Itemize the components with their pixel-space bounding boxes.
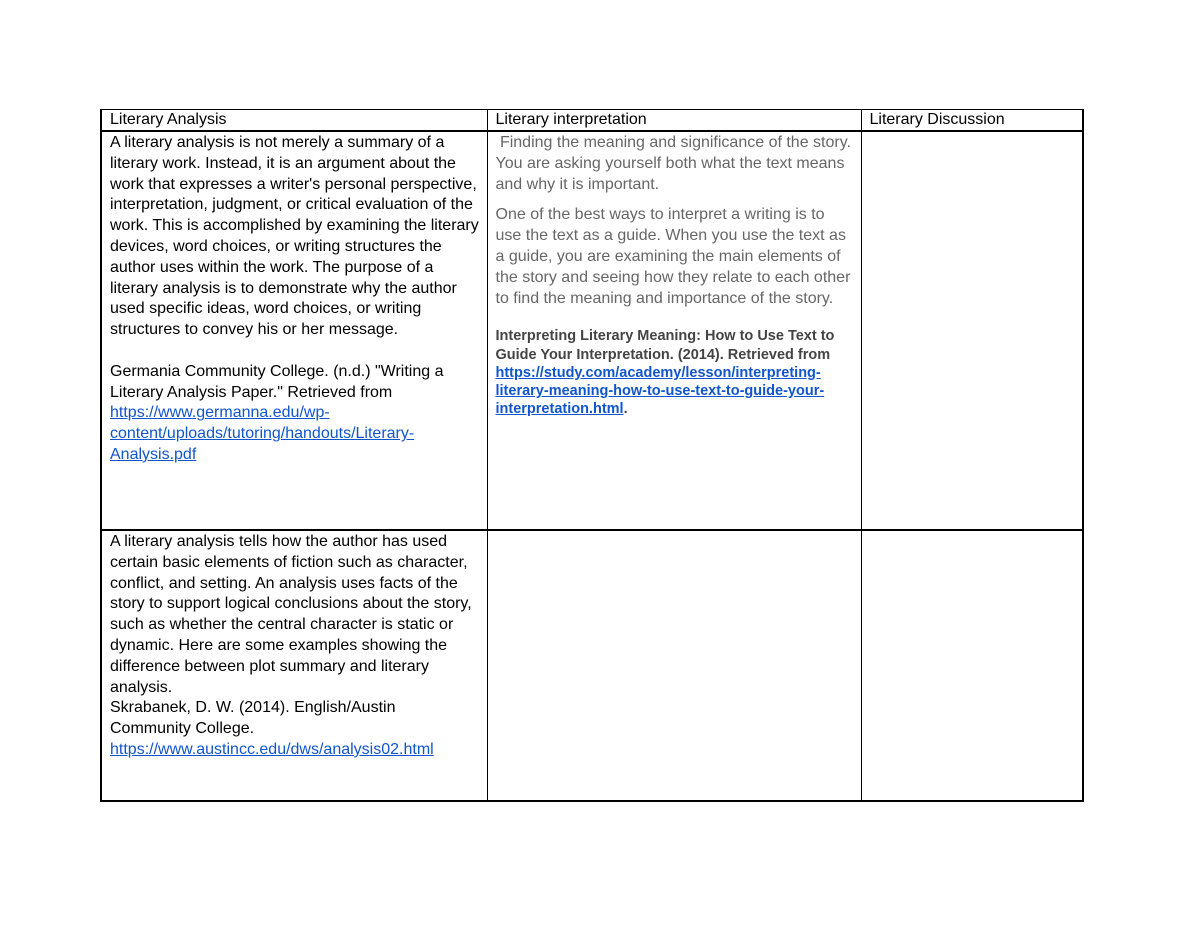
table-row xyxy=(101,131,1083,530)
interpretation-reference xyxy=(496,327,855,418)
reference-text: Interpreting Literary Meaning: How to Use Text to Guide Your Interpretation. (2014). Retrieved from xyxy=(495,328,835,363)
discussion-cell-1[interactable] xyxy=(861,131,1083,530)
header-literary-analysis: Literary Analysis xyxy=(101,110,487,132)
analysis-cell-2 xyxy=(101,530,487,801)
interpretation-paragraph-1: Finding the meaning and significance of the story. You are asking yourself both what the text means and why it is important. xyxy=(495,134,856,193)
table-row xyxy=(101,530,1083,801)
citation-text: Germania Community College. (n.d.) "Writing a Literary Analysis Paper." Retrieved from xyxy=(110,362,444,401)
analysis-cell-1 xyxy=(101,131,487,530)
header-literary-interpretation: Literary interpretation xyxy=(487,110,861,132)
literary-table xyxy=(100,109,1084,802)
interpretation-paragraph-2: One of the best ways to interpret a writing is to use the text as a guide. When you use the text as a guide, you are examining the main elements of the story and seeing how they relate to each other to find the meaning and importance of the story. xyxy=(495,206,851,307)
austincc-link[interactable]: https://www.austincc.edu/dws/analysis02.html xyxy=(110,740,434,758)
analysis-citation xyxy=(110,362,481,466)
study-com-link[interactable]: https://study.com/academy/lesson/interpreting-literary-meaning-how-to-use-text-to-guide-your-interpretation.html xyxy=(495,364,825,418)
germanna-link[interactable]: https://www.germanna.edu/wp-content/uploads/tutoring/handouts/Literary-Analysis.pdf xyxy=(110,404,415,463)
analysis-citation-2: Skrabanek, D. W. (2014). English/Austin Community College. xyxy=(110,699,396,738)
discussion-cell-2[interactable] xyxy=(861,530,1083,801)
interpretation-cell-2[interactable] xyxy=(487,530,861,801)
analysis-paragraph: A literary analysis is not merely a summary of a literary work. Instead, it is an argument about the work that expresses a writer's personal perspective, interpretation, judgment, or critical evaluation of the work. This is accomplished by examining the literary devices, word choices, or writing structures the author uses within the work. The purpose of a literary analysis is to demonstrate why the author used specific ideas, word choices, or writing structures to convey his or her message. xyxy=(110,134,479,339)
analysis-paragraph-2: A literary analysis tells how the author has used certain basic elements of fiction such as character, conflict, and setting. An analysis uses facts of the story to support logical conclusions about the story, such as whether the central character is static or dynamic. Here are some examples showing the difference between plot summary and literary analysis. xyxy=(110,533,472,696)
table-header-row xyxy=(101,110,1083,132)
header-literary-discussion: Literary Discussion xyxy=(861,110,1083,132)
interpretation-cell-1 xyxy=(487,131,861,530)
reference-period: . xyxy=(623,401,628,418)
